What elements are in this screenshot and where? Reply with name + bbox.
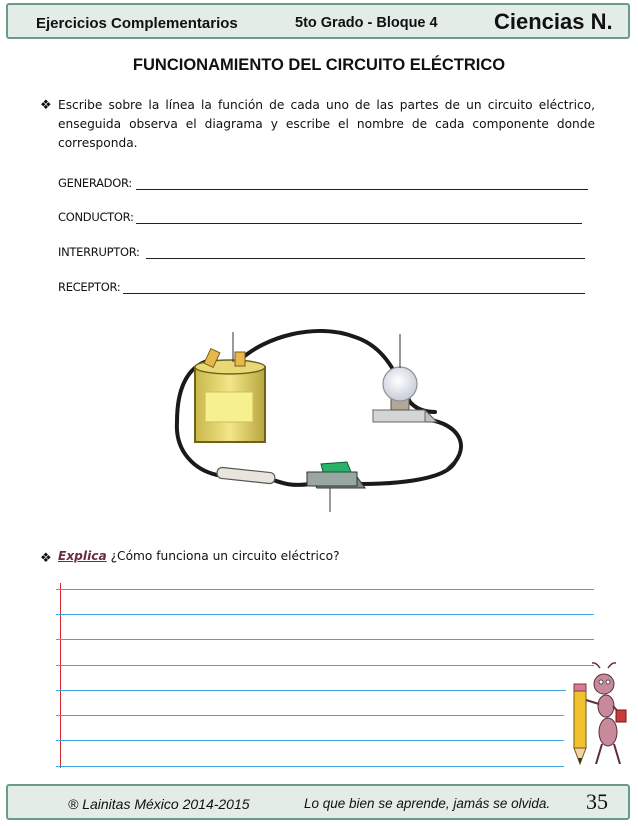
answer-line-conductor[interactable] [136,223,582,224]
circuit-diagram [155,312,475,522]
field-label-receptor: RECEPTOR: [58,280,121,294]
page-title: FUNCIONAMIENTO DEL CIRCUITO ELÉCTRICO [132,56,506,74]
switch-interruptor [307,462,365,512]
ant-mascot-icon [566,660,630,768]
fuse-connector [217,467,276,484]
writing-line[interactable] [56,766,564,767]
writing-line[interactable] [56,614,594,615]
writing-line[interactable] [56,690,566,691]
header-subject: Ejercicios Complementarios [36,15,238,32]
footer-motto: Lo que bien se aprende, jamás se olvida. [304,796,551,811]
header-band [6,3,630,39]
writing-line[interactable] [56,740,564,741]
header-course: Ciencias N. [494,9,613,34]
writing-line[interactable] [56,589,594,590]
answer-line-receptor[interactable] [123,293,585,294]
field-label-conductor: CONDUCTOR: [58,210,134,224]
field-label-generador: GENERADOR: [58,176,132,190]
answer-line-interruptor[interactable] [146,258,585,259]
header-grade: 5to Grado - Bloque 4 [295,15,438,31]
diamond-bullet-icon: ❖ [40,550,52,565]
answer-line-generador[interactable] [136,189,588,190]
writing-line[interactable] [56,665,594,666]
diamond-bullet-icon: ❖ [40,97,52,112]
page-number: 35 [586,789,608,814]
writing-line[interactable] [56,639,594,640]
field-label-interruptor: INTERRUPTOR: [58,245,140,259]
instruction-text: Escribe sobre la línea la función de cada uno de las partes de un circuito eléctrico, enseguida observa el diagrama y escribe el nombre de cada componente donde corresponda. [58,98,595,150]
question-keyword: Explica [58,549,107,563]
footer-band [6,784,630,820]
footer-credit: ® Lainitas México 2014-2015 [68,796,250,812]
bulb-receptor [373,334,437,422]
question-text: ¿Cómo funciona un circuito eléctrico? [106,549,340,563]
question-prompt [58,549,340,563]
writing-line[interactable] [56,715,564,716]
